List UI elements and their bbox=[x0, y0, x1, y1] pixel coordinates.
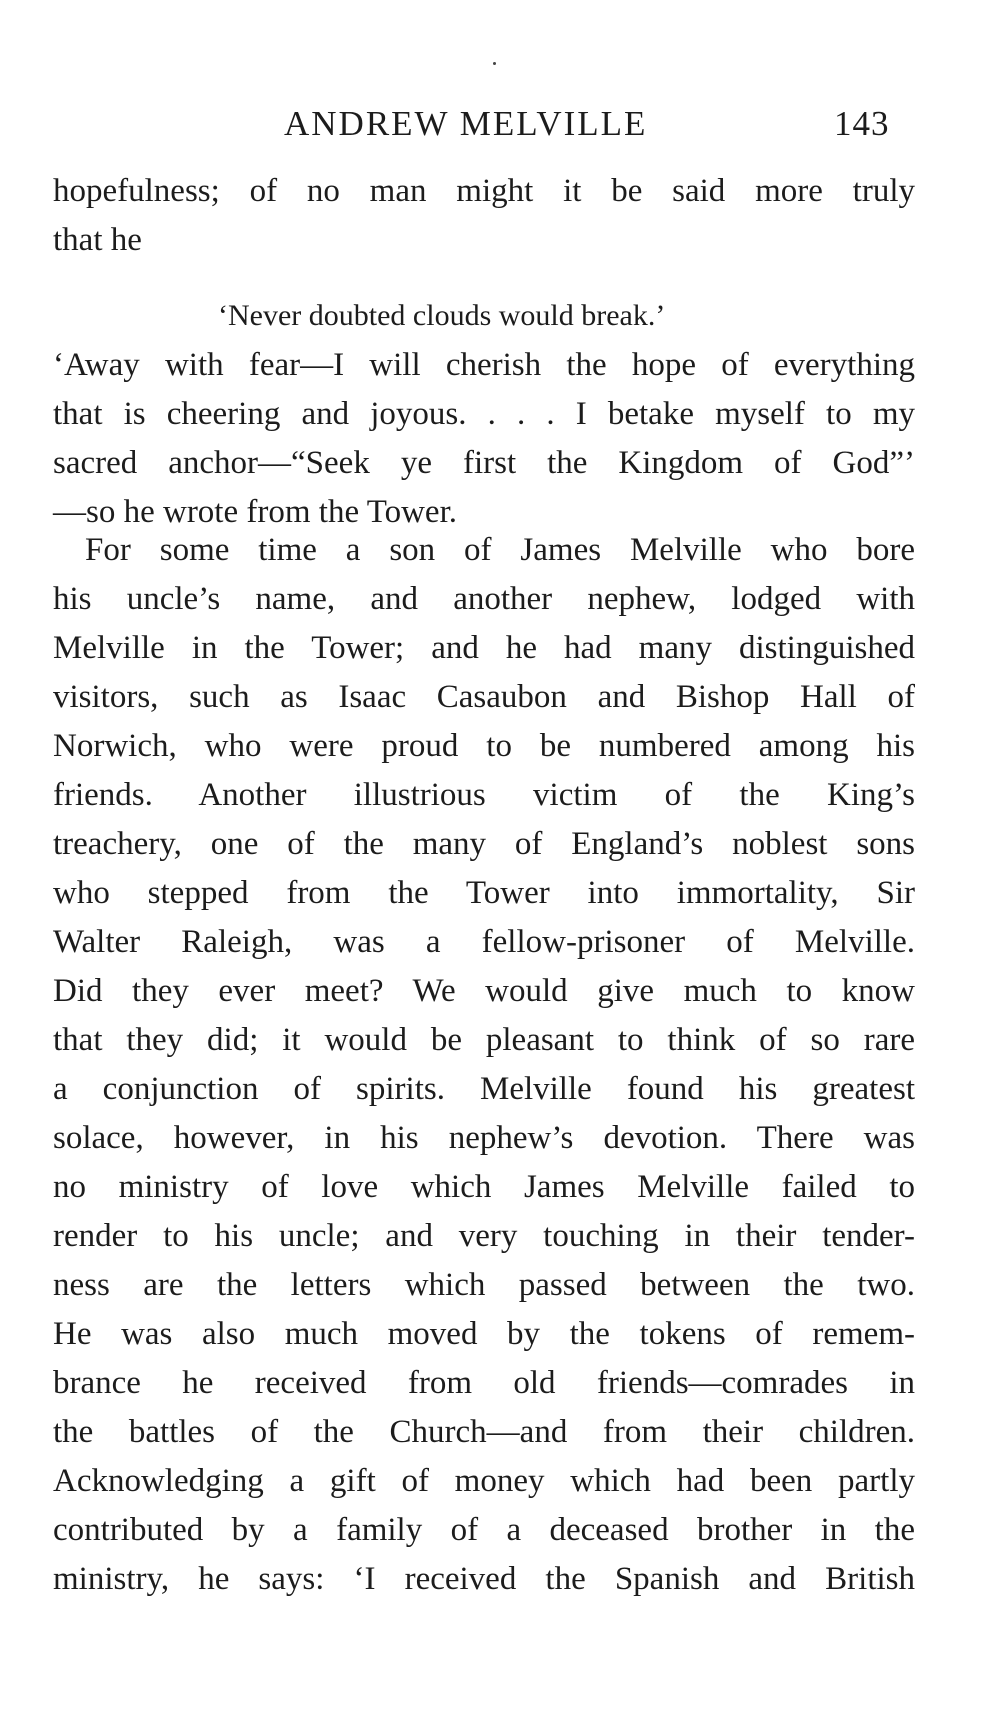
text-line: friends. Another illustrious victim of the King’s bbox=[53, 777, 915, 813]
text-line: a conjunction of spirits. Melville found his greatest bbox=[53, 1071, 915, 1107]
text-line: brance he received from old friends—comrades in bbox=[53, 1365, 915, 1401]
text-line: who stepped from the Tower into immortality, Sir bbox=[53, 875, 915, 911]
text-line: that they did; it would be pleasant to think of so rare bbox=[53, 1022, 915, 1058]
intro-text bbox=[53, 167, 915, 265]
text-line: render to his uncle; and very touching in their tender- bbox=[53, 1218, 915, 1254]
page-number: 143 bbox=[834, 104, 890, 143]
text-line: no ministry of love which James Melville failed to bbox=[53, 1169, 915, 1205]
text-line: He was also much moved by the tokens of remem- bbox=[53, 1316, 915, 1352]
text-line: hopefulness; of no man might it be said more truly bbox=[53, 173, 915, 209]
text-line: sacred anchor—“Seek ye first the Kingdom of God”’ bbox=[53, 445, 915, 481]
text-line: contributed by a family of a deceased brother in the bbox=[53, 1512, 915, 1548]
text-line: —so he wrote from the Tower. bbox=[53, 494, 457, 530]
verse-quote: ‘Never doubted clouds would break.’ bbox=[218, 299, 666, 332]
text-line: his uncle’s name, and another nephew, lodged with bbox=[53, 581, 915, 617]
text-line: visitors, such as Isaac Casaubon and Bishop Hall of bbox=[53, 679, 915, 715]
text-line: ministry, he says: ‘I received the Spanish and British bbox=[53, 1561, 915, 1597]
scan-speck bbox=[493, 62, 496, 65]
text-line: ness are the letters which passed between the two. bbox=[53, 1267, 915, 1303]
text-line: Norwich, who were proud to be numbered among his bbox=[53, 728, 915, 764]
text-line: that is cheering and joyous. . . . I betake myself to my bbox=[53, 396, 915, 432]
text-line: ‘Away with fear—I will cherish the hope of everything bbox=[53, 347, 915, 383]
text-line: the battles of the Church—and from their children. bbox=[53, 1414, 915, 1450]
running-head bbox=[0, 104, 1000, 154]
text-line: that he bbox=[53, 222, 142, 258]
letter-quote bbox=[53, 341, 915, 537]
text-line: solace, however, in his nephew’s devotion. There was bbox=[53, 1120, 915, 1156]
text-line: treachery, one of the many of England’s noblest sons bbox=[53, 826, 915, 862]
text-line: Acknowledging a gift of money which had been partly bbox=[53, 1463, 915, 1499]
body-paragraph bbox=[53, 526, 915, 1604]
text-line: Walter Raleigh, was a fellow-prisoner of Melville. bbox=[53, 924, 915, 960]
text-line: Did they ever meet? We would give much to know bbox=[53, 973, 915, 1009]
running-title: ANDREW MELVILLE bbox=[284, 104, 648, 143]
text-line: For some time a son of James Melville who bore bbox=[85, 532, 915, 568]
text-line: Melville in the Tower; and he had many distinguished bbox=[53, 630, 915, 666]
